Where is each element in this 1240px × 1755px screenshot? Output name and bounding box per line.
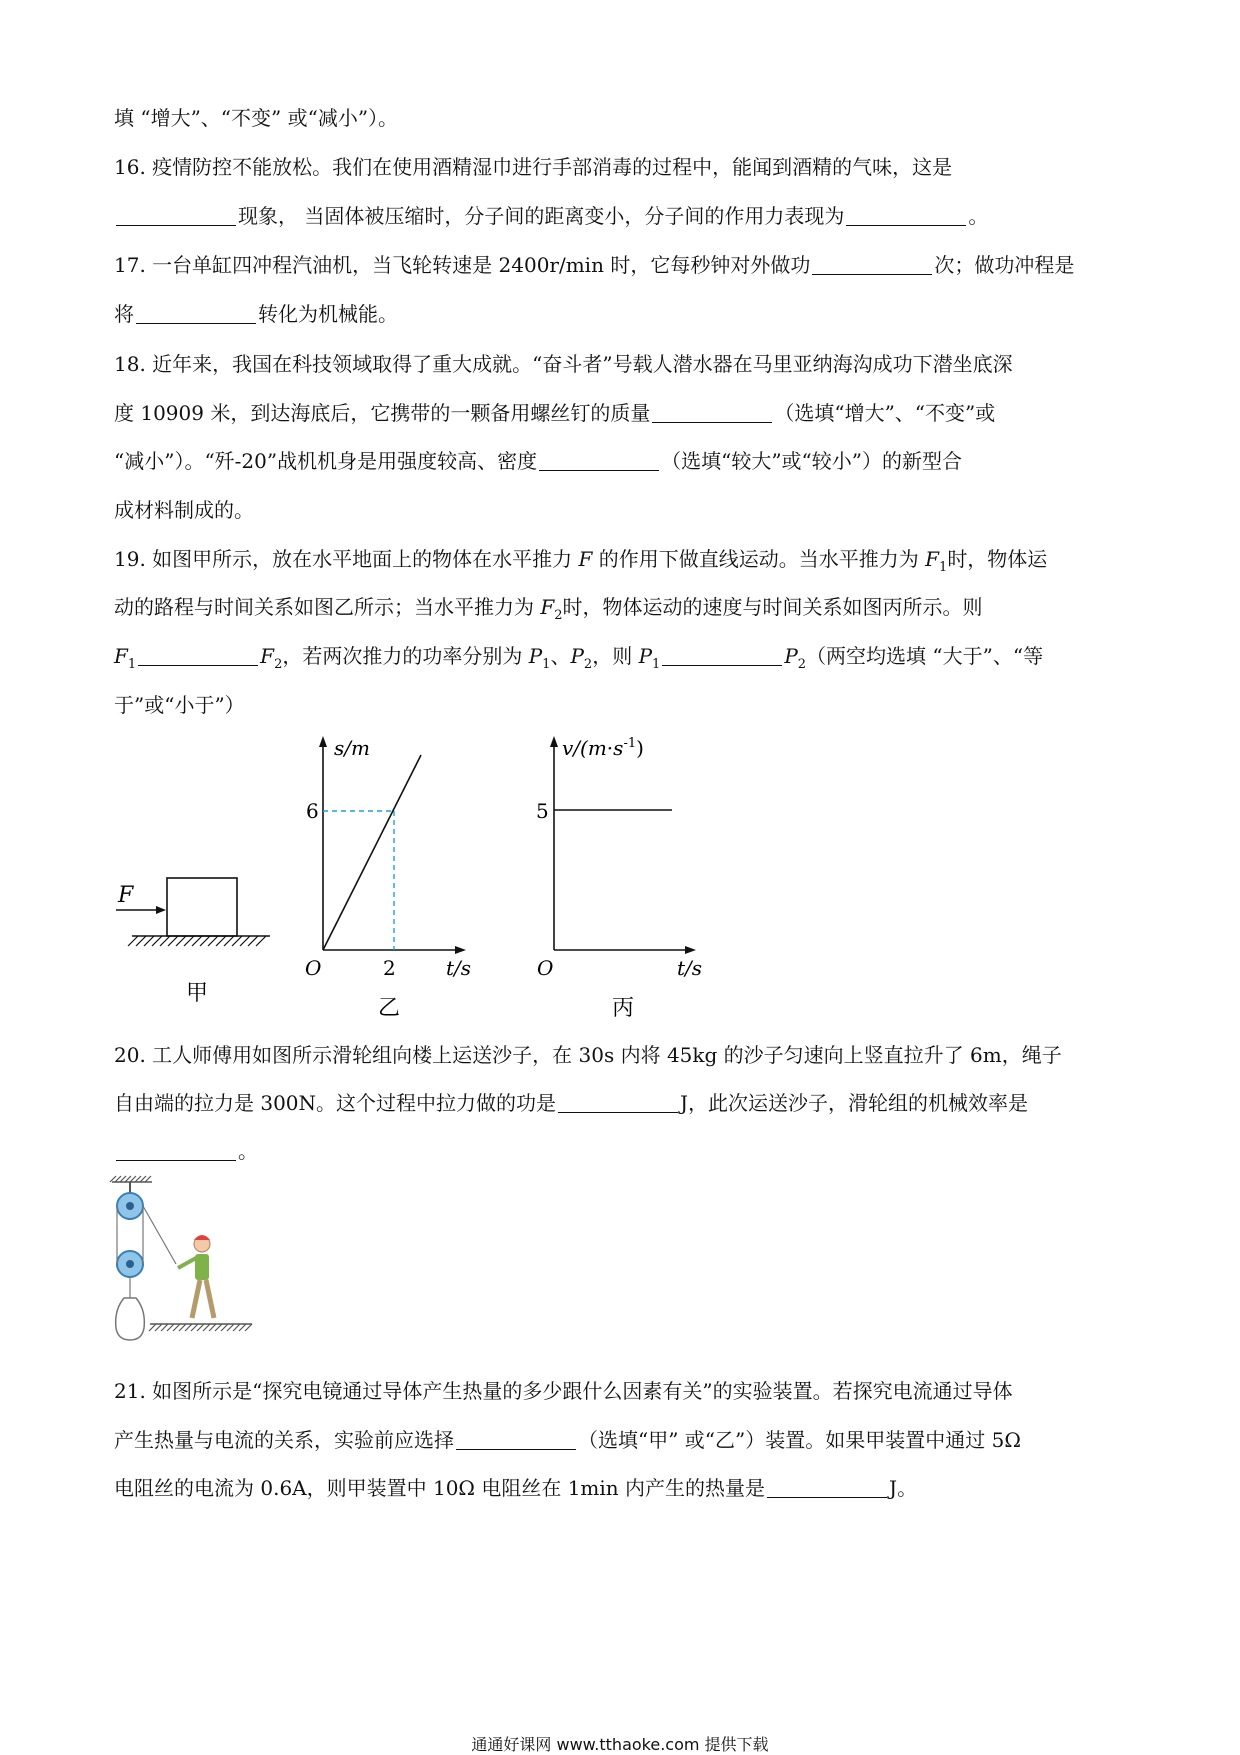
hatch-mark [221,1324,228,1331]
worker-figure [178,1235,214,1318]
q21-line1: 21. 如图所示是“探究电镜通过导体产生热量的多少跟什么因素有关”的实验装置。若探究电流通过导体 [114,1379,1013,1403]
answer-blank[interactable] [138,645,258,666]
fixed-pulley [117,1193,143,1219]
q18-line4: 成材料制成的。 [114,498,254,522]
x-axis-label: t/s [677,956,703,980]
hatch-mark [224,936,234,946]
figure-jia [110,870,280,1020]
q16-line2: 现象， 当固体被压缩时，分子间的距离变小，分子间的作用力表现为 。 [114,201,988,231]
answer-blank[interactable] [116,205,236,226]
y-axis-label-main: v/(m·s [562,736,624,760]
y-axis-label-sup: -1 [623,736,637,751]
answer-blank[interactable] [456,1429,576,1450]
hatch-mark [173,1324,180,1331]
q20-line3: 。 [114,1136,258,1166]
hatch-mark [208,936,218,946]
y-tick-label: 5 [536,799,549,823]
hatch-mark [240,936,250,946]
q19-line3: $F_1$ $F_2$，若两次推力的功率分别为 $P_1$、$P_2$，则 $P_1$ $P_2$（两空均选填 “大于”、“等 [114,644,1044,672]
hatch-mark [149,1324,156,1331]
hatch-mark [160,936,170,946]
hatch-mark [192,936,202,946]
block [167,878,237,936]
hatch-mark [239,1324,246,1331]
y-axis-label [562,736,644,760]
hatch-mark [215,1324,222,1331]
hatch-mark [168,936,178,946]
force-label: F [118,883,134,908]
y-axis-arrow [550,736,558,747]
hatch-mark [191,1324,198,1331]
q21-line3: 电阻丝的电流为 0.6A，则甲装置中 10Ω 电阻丝在 1min 内产生的热量是 J。 [114,1476,918,1500]
q18-line2: 度 10909 米，到达海底后，它携带的一颗备用螺丝钉的质量 （选填“增大”、“不变”或 [114,401,996,425]
x-axis-arrow [455,946,466,954]
floor-hatch [149,1324,252,1331]
hatch-mark [128,936,138,946]
hatch-mark [197,1324,204,1331]
answer-blank[interactable] [767,1477,887,1498]
figure-bing [520,730,720,1021]
q19-line2: 动的路程与时间关系如图乙所示；当水平推力为 $F_2$时，物体运动的速度与时间关系如图丙所示。则 [114,595,983,623]
hatch-mark [155,1324,162,1331]
hatch-mark [203,1324,210,1331]
hatch-mark [227,1324,234,1331]
hatch-mark [179,1324,186,1331]
q20-line2: 自由端的拉力是 300N。这个过程中拉力做的功是 J，此次运送沙子，滑轮组的机械效率是 [114,1091,1029,1115]
q19-line4: 于”或“小于”） [114,693,245,717]
q16-line1: 16. 疫情防控不能放松。我们在使用酒精湿巾进行手部消毒的过程中，能闻到酒精的气味，这是 [114,155,953,179]
figure-caption: 乙 [378,996,401,1021]
figure-caption: 丙 [612,996,635,1021]
answer-blank[interactable] [652,402,772,423]
answer-blank[interactable] [662,645,782,666]
y-axis-label: s/m [334,736,370,760]
answer-blank[interactable] [136,303,256,324]
hatch-mark [209,1324,216,1331]
y-tick-label: 6 [306,799,319,823]
hatch-mark [233,1324,240,1331]
hatch-mark [200,936,210,946]
q20-line1: 20. 工人师傅用如图所示滑轮组向楼上运送沙子，在 30s 内将 45kg 的沙子匀速向上竖直拉升了 6m，绳子 [114,1043,1062,1067]
answer-blank[interactable] [539,450,659,471]
q18-line3: “减小”）。“歼-20”战机机身是用强度较高、密度 （选填“较大”或“较小”）的新型合 [114,449,963,473]
origin-label: O [305,956,322,980]
hatch-mark [176,936,186,946]
s-t-line [323,755,421,950]
hatch-mark [184,936,194,946]
hatch-mark [136,936,146,946]
q18-line1: 18. 近年来，我国在科技领域取得了重大成就。“奋斗者”号载人潜水器在马里亚纳海沟成功下潜坐底深 [114,352,1013,376]
hatch-mark [152,936,162,946]
ground-hatch [128,936,266,946]
x-axis-arrow [685,946,696,954]
hatch-mark [256,936,266,946]
hatch-mark [245,1324,252,1331]
hatch-mark [232,936,242,946]
origin-label: O [537,956,554,980]
figure-caption: 甲 [186,981,209,1006]
q17-line1: 17. 一台单缸四冲程汽油机，当飞轮转速是 2400r/min 时，它每秒钟对外做功 次；做功冲程是 [114,253,1075,277]
q21-line2: 产生热量与电流的关系，实验前应选择 （选填“甲” 或“乙”）装置。如果甲装置中通过 5Ω [114,1428,1021,1452]
sand-bag [116,1298,145,1340]
answer-blank[interactable] [116,1140,236,1161]
q17-line2: 将 转化为机械能。 [114,302,398,326]
x-tick-label: 2 [383,956,396,980]
q19-line1: 19. 如图甲所示，放在水平地面上的物体在水平推力 F 的作用下做直线运动。当水平推力为 $F_1$时，物体运 [114,547,1048,575]
x-axis-label: t/s [446,956,472,980]
y-axis-label-end: ) [636,736,644,760]
answer-blank[interactable] [846,205,966,226]
ceiling-hatch [110,1176,151,1182]
answer-blank[interactable] [812,254,932,275]
page-footer: 通通好课网 www.tthaoke.com 提供下载 [471,1735,769,1754]
hatch-mark [216,936,226,946]
hatch-mark [144,936,154,946]
movable-pulley [117,1251,143,1277]
figure-yi [300,730,480,1021]
answer-blank[interactable] [558,1092,678,1113]
hatch-mark [161,1324,168,1331]
pulley-illustration [110,1178,260,1348]
hatch-mark [185,1324,192,1331]
hatch-mark [248,936,258,946]
y-axis-arrow [319,736,327,747]
q15-tail: 填 “增大”、“不变” 或“减小”）。 [114,106,399,130]
hatch-mark [167,1324,174,1331]
